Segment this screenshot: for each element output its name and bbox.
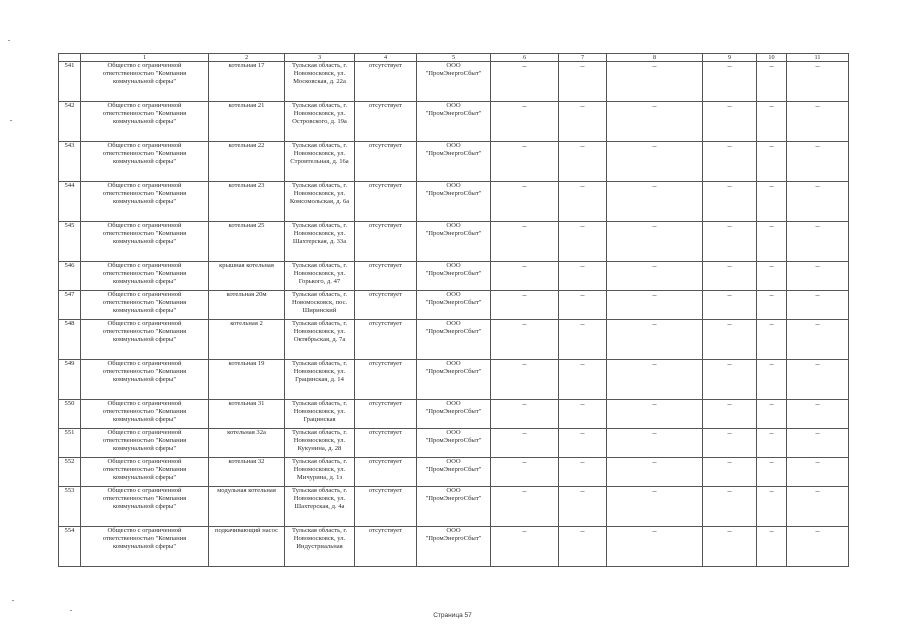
dash-cell: –: [491, 102, 559, 142]
dash-cell: –: [703, 142, 757, 182]
dash-cell: –: [607, 320, 703, 360]
status-cell: отсутствует: [355, 400, 417, 429]
supplier-cell: ООО "ПромЭнергоСбыт": [417, 360, 491, 400]
row-number: 544: [59, 182, 81, 222]
address-cell: Тульская область, г. Новомосковск, ул. Индустриальная: [285, 527, 355, 567]
status-cell: отсутствует: [355, 458, 417, 487]
organization-cell: Общество с ограниченной ответственностью "Компания коммунальной сферы": [81, 142, 209, 182]
table-row: [59, 360, 849, 400]
dash-cell: –: [757, 458, 787, 487]
scan-speck: [10, 120, 12, 121]
dash-cell: –: [703, 262, 757, 291]
supplier-cell: ООО "ПромЭнергоСбыт": [417, 487, 491, 527]
status-cell: отсутствует: [355, 142, 417, 182]
organization-cell: Общество с ограниченной ответственностью "Компания коммунальной сферы": [81, 487, 209, 527]
table-row: [59, 102, 849, 142]
table-row: [59, 487, 849, 527]
dash-cell: –: [491, 487, 559, 527]
row-number: 550: [59, 400, 81, 429]
row-number: 541: [59, 62, 81, 102]
dash-cell: –: [491, 291, 559, 320]
dash-cell: –: [757, 182, 787, 222]
supplier-cell: ООО "ПромЭнергоСбыт": [417, 320, 491, 360]
table-row: [59, 222, 849, 262]
status-cell: отсутствует: [355, 360, 417, 400]
header-cell-9: 9: [703, 54, 757, 62]
header-cell-10: 10: [757, 54, 787, 62]
dash-cell: –: [491, 400, 559, 429]
object-cell: котельная 2: [209, 320, 285, 360]
dash-cell: –: [787, 360, 849, 400]
dash-cell: –: [559, 62, 607, 102]
dash-cell: –: [787, 400, 849, 429]
dash-cell: –: [559, 527, 607, 567]
dash-cell: –: [491, 320, 559, 360]
dash-cell: –: [757, 487, 787, 527]
organization-cell: Общество с ограниченной ответственностью "Компания коммунальной сферы": [81, 400, 209, 429]
table-row: [59, 62, 849, 102]
scan-speck: [70, 610, 72, 611]
status-cell: отсутствует: [355, 487, 417, 527]
organization-cell: Общество с ограниченной ответственностью "Компания коммунальной сферы": [81, 527, 209, 567]
header-cell-2: 2: [209, 54, 285, 62]
address-cell: Тульская область, г. Новомосковск, ул. Шахтерская, д. 33а: [285, 222, 355, 262]
dash-cell: –: [757, 262, 787, 291]
row-number: 542: [59, 102, 81, 142]
supplier-cell: ООО "ПромЭнергоСбыт": [417, 62, 491, 102]
object-cell: котельная 21: [209, 102, 285, 142]
dash-cell: –: [787, 222, 849, 262]
table-row: [59, 458, 849, 487]
supplier-cell: ООО "ПромЭнергоСбыт": [417, 142, 491, 182]
dash-cell: –: [607, 487, 703, 527]
table-row: [59, 142, 849, 182]
dash-cell: –: [607, 222, 703, 262]
object-cell: котельная 20м: [209, 291, 285, 320]
dash-cell: –: [757, 62, 787, 102]
dash-cell: –: [559, 142, 607, 182]
organization-cell: Общество с ограниченной ответственностью "Компания коммунальной сферы": [81, 102, 209, 142]
dash-cell: –: [703, 458, 757, 487]
scan-speck: [8, 40, 10, 41]
dash-cell: –: [491, 527, 559, 567]
organization-cell: Общество с ограниченной ответственностью "Компания коммунальной сферы": [81, 182, 209, 222]
dash-cell: –: [757, 222, 787, 262]
dash-cell: –: [787, 182, 849, 222]
organization-cell: Общество с ограниченной ответственностью "Компания коммунальной сферы": [81, 458, 209, 487]
supplier-cell: ООО "ПромЭнергоСбыт": [417, 182, 491, 222]
dash-cell: –: [607, 182, 703, 222]
dash-cell: –: [607, 102, 703, 142]
row-number: 546: [59, 262, 81, 291]
table-row: [59, 320, 849, 360]
table-row: [59, 400, 849, 429]
address-cell: Тульская область, г. Новомосковск, ул. Грацинская: [285, 400, 355, 429]
dash-cell: –: [787, 291, 849, 320]
row-number: 553: [59, 487, 81, 527]
object-cell: модульная котельная: [209, 487, 285, 527]
dash-cell: –: [787, 487, 849, 527]
dash-cell: –: [757, 360, 787, 400]
dash-cell: –: [491, 62, 559, 102]
dash-cell: –: [787, 262, 849, 291]
row-number: 548: [59, 320, 81, 360]
table-body: [59, 54, 849, 567]
dash-cell: –: [559, 429, 607, 458]
row-number: 545: [59, 222, 81, 262]
dash-cell: –: [607, 360, 703, 400]
dash-cell: –: [787, 320, 849, 360]
header-cell-blank: [59, 54, 81, 62]
address-cell: Тульская область, г. Новомосковск, ул. Горького, д. 47: [285, 262, 355, 291]
dash-cell: –: [787, 527, 849, 567]
supplier-cell: ООО "ПромЭнергоСбыт": [417, 291, 491, 320]
organization-cell: Общество с ограниченной ответственностью "Компания коммунальной сферы": [81, 62, 209, 102]
object-cell: котельная 19: [209, 360, 285, 400]
supplier-cell: ООО "ПромЭнергоСбыт": [417, 429, 491, 458]
header-cell-7: 7: [559, 54, 607, 62]
address-cell: Тульская область, г. Новомосковск, ул. Кукунина, д. 28: [285, 429, 355, 458]
row-number: 549: [59, 360, 81, 400]
dash-cell: –: [491, 222, 559, 262]
page-footer: Страница 57: [433, 612, 472, 619]
row-number: 547: [59, 291, 81, 320]
dash-cell: –: [703, 182, 757, 222]
organization-cell: Общество с ограниченной ответственностью "Компания коммунальной сферы": [81, 320, 209, 360]
object-cell: крышная котельная: [209, 262, 285, 291]
header-cell-4: 4: [355, 54, 417, 62]
supplier-cell: ООО "ПромЭнергоСбыт": [417, 400, 491, 429]
dash-cell: –: [703, 527, 757, 567]
object-cell: котельная 17: [209, 62, 285, 102]
dash-cell: –: [491, 360, 559, 400]
dash-cell: –: [703, 320, 757, 360]
address-cell: Тульская область, г. Новомосковск, ул. Мичурина, д. 1з: [285, 458, 355, 487]
row-number: 552: [59, 458, 81, 487]
dash-cell: –: [491, 429, 559, 458]
dash-cell: –: [703, 429, 757, 458]
dash-cell: –: [559, 400, 607, 429]
dash-cell: –: [787, 142, 849, 182]
dash-cell: –: [703, 291, 757, 320]
organization-cell: Общество с ограниченной ответственностью "Компания коммунальной сферы": [81, 222, 209, 262]
dash-cell: –: [787, 62, 849, 102]
dash-cell: –: [703, 62, 757, 102]
status-cell: отсутствует: [355, 527, 417, 567]
dash-cell: –: [559, 291, 607, 320]
address-cell: Тульская область, г. Новомосковск, ул. Комсомольская, д. 6а: [285, 182, 355, 222]
status-cell: отсутствует: [355, 182, 417, 222]
header-cell-6: 6: [491, 54, 559, 62]
dash-cell: –: [491, 458, 559, 487]
dash-cell: –: [787, 458, 849, 487]
row-number: 551: [59, 429, 81, 458]
dash-cell: –: [757, 102, 787, 142]
object-cell: котельная 23: [209, 182, 285, 222]
status-cell: отсутствует: [355, 262, 417, 291]
object-cell: подкачивающий насос: [209, 527, 285, 567]
header-cell-1: 1: [81, 54, 209, 62]
table-row: [59, 182, 849, 222]
object-cell: котельная 25: [209, 222, 285, 262]
dash-cell: –: [559, 458, 607, 487]
dash-cell: –: [607, 458, 703, 487]
supplier-cell: ООО "ПромЭнергоСбыт": [417, 262, 491, 291]
organization-cell: Общество с ограниченной ответственностью "Компания коммунальной сферы": [81, 262, 209, 291]
dash-cell: –: [757, 527, 787, 567]
address-cell: Тульская область, г. Новомосковск, ул. Шахтерская, д. 4а: [285, 487, 355, 527]
dash-cell: –: [703, 102, 757, 142]
dash-cell: –: [757, 429, 787, 458]
dash-cell: –: [703, 487, 757, 527]
organization-cell: Общество с ограниченной ответственностью "Компания коммунальной сферы": [81, 360, 209, 400]
dash-cell: –: [703, 222, 757, 262]
supplier-cell: ООО "ПромЭнергоСбыт": [417, 458, 491, 487]
address-cell: Тульская область, г. Новомосковск, пос. Ширинский: [285, 291, 355, 320]
dash-cell: –: [607, 291, 703, 320]
table-row: [59, 262, 849, 291]
dash-cell: –: [559, 320, 607, 360]
header-cell-8: 8: [607, 54, 703, 62]
supplier-cell: ООО "ПромЭнергоСбыт": [417, 102, 491, 142]
status-cell: отсутствует: [355, 291, 417, 320]
dash-cell: –: [491, 262, 559, 291]
object-cell: котельная 32: [209, 458, 285, 487]
dash-cell: –: [491, 182, 559, 222]
organization-cell: Общество с ограниченной ответственностью "Компания коммунальной сферы": [81, 291, 209, 320]
status-cell: отсутствует: [355, 102, 417, 142]
dash-cell: –: [703, 360, 757, 400]
dash-cell: –: [757, 142, 787, 182]
dash-cell: –: [757, 400, 787, 429]
header-cell-11: 11: [787, 54, 849, 62]
dash-cell: –: [787, 102, 849, 142]
dash-cell: –: [559, 222, 607, 262]
address-cell: Тульская область, г. Новомосковск, ул. Московская, д. 22а: [285, 62, 355, 102]
object-cell: котельная 31: [209, 400, 285, 429]
header-cell-5: 5: [417, 54, 491, 62]
row-number: 543: [59, 142, 81, 182]
dash-cell: –: [559, 182, 607, 222]
dash-cell: –: [787, 429, 849, 458]
column-number-row: [59, 54, 849, 62]
status-cell: отсутствует: [355, 62, 417, 102]
supplier-cell: ООО "ПромЭнергоСбыт": [417, 527, 491, 567]
status-cell: отсутствует: [355, 222, 417, 262]
scan-speck: [12, 600, 14, 601]
dash-cell: –: [559, 360, 607, 400]
object-cell: котельная 32а: [209, 429, 285, 458]
object-cell: котельная 22: [209, 142, 285, 182]
dash-cell: –: [607, 429, 703, 458]
supplier-cell: ООО "ПромЭнергоСбыт": [417, 222, 491, 262]
status-cell: отсутствует: [355, 429, 417, 458]
dash-cell: –: [607, 527, 703, 567]
address-cell: Тульская область, г. Новомосковск, ул. Грацинская, д. 14: [285, 360, 355, 400]
address-cell: Тульская область, г. Новомосковск, ул. Октябрьская, д. 7а: [285, 320, 355, 360]
address-cell: Тульская область, г. Новомосковск, ул. Островского, д. 19а: [285, 102, 355, 142]
dash-cell: –: [757, 320, 787, 360]
header-cell-3: 3: [285, 54, 355, 62]
dash-cell: –: [703, 400, 757, 429]
dash-cell: –: [559, 262, 607, 291]
table-row: [59, 291, 849, 320]
row-number: 554: [59, 527, 81, 567]
table-row: [59, 527, 849, 567]
dash-cell: –: [607, 262, 703, 291]
dash-cell: –: [757, 291, 787, 320]
dash-cell: –: [607, 62, 703, 102]
organization-cell: Общество с ограниченной ответственностью "Компания коммунальной сферы": [81, 429, 209, 458]
dash-cell: –: [491, 142, 559, 182]
dash-cell: –: [607, 142, 703, 182]
table-row: [59, 429, 849, 458]
dash-cell: –: [607, 400, 703, 429]
dash-cell: –: [559, 102, 607, 142]
dash-cell: –: [559, 487, 607, 527]
address-cell: Тульская область, г. Новомосковск, ул. Строительная, д. 16а: [285, 142, 355, 182]
status-cell: отсутствует: [355, 320, 417, 360]
data-table: [58, 53, 849, 567]
